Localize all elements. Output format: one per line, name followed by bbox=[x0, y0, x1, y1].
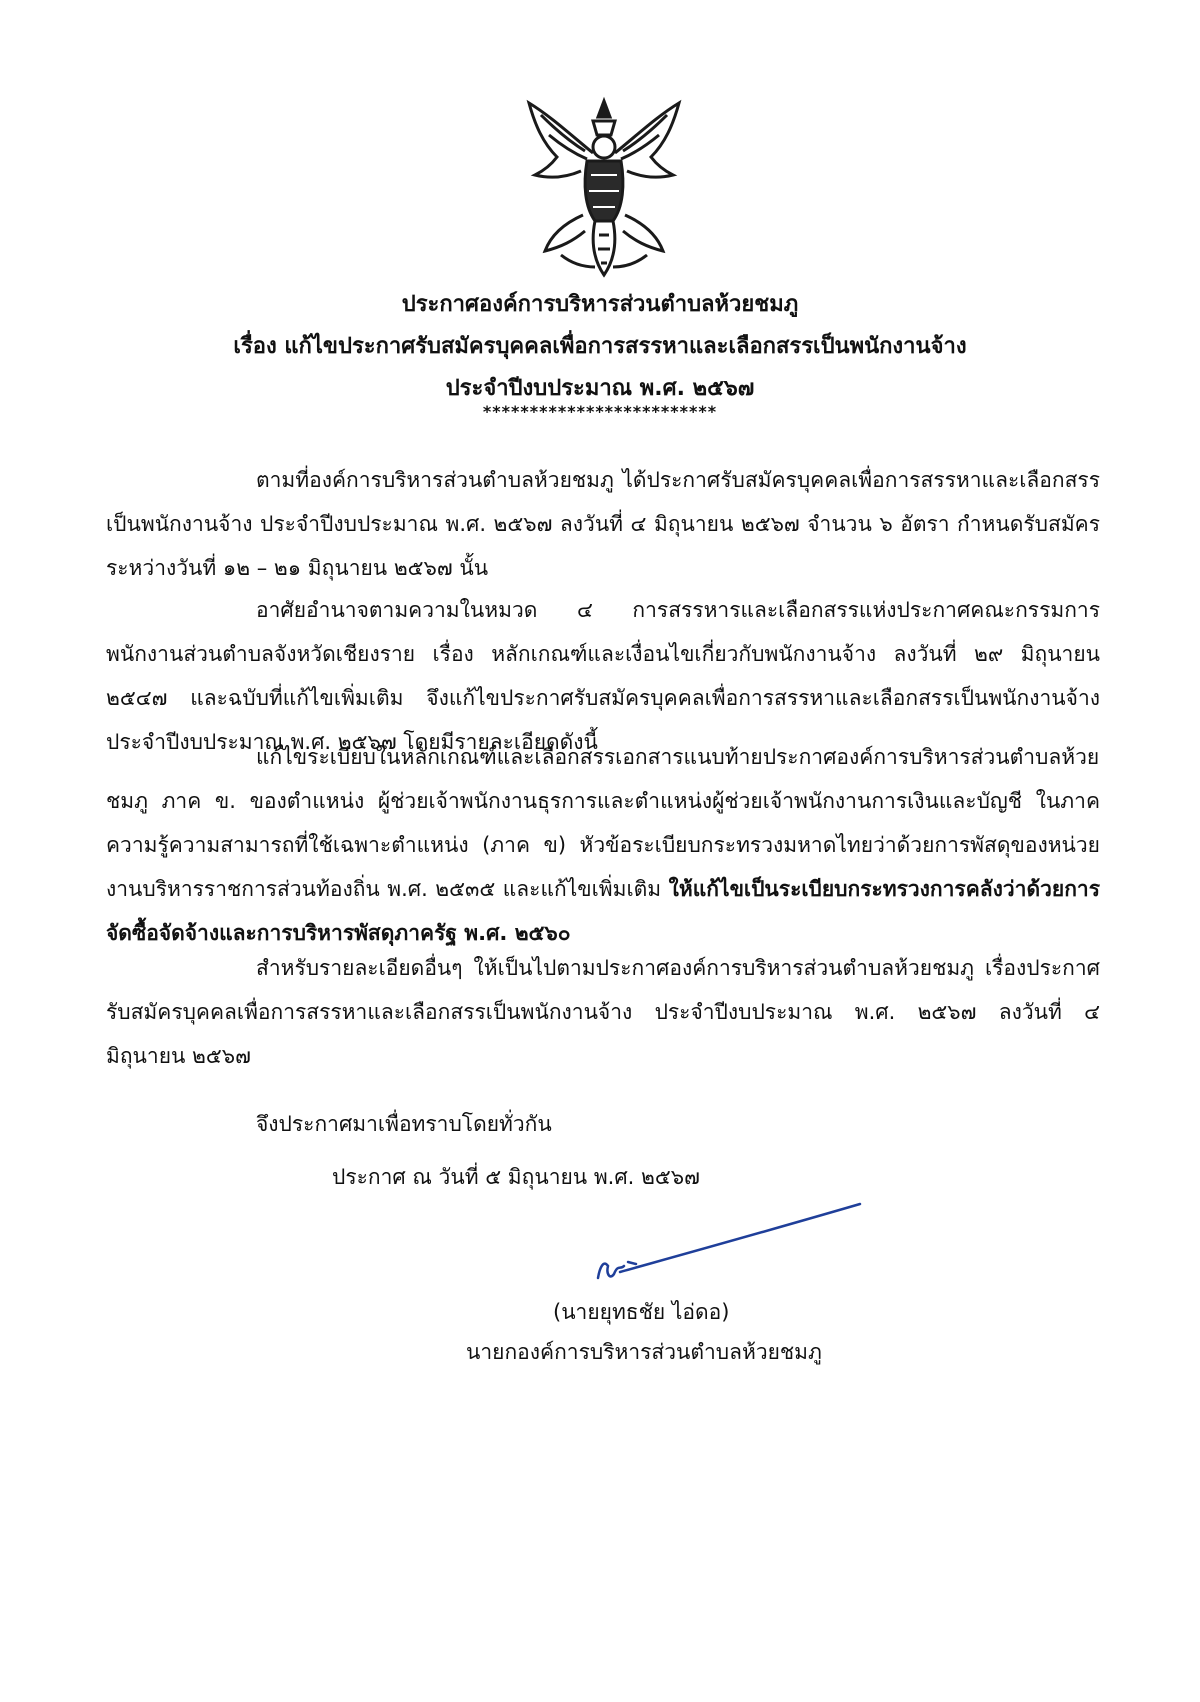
paragraph-background bbox=[106, 458, 1100, 590]
paragraph-other-details-text: สำหรับรายละเอียดอื่นๆ ให้เป็นไปตามประกาศองค์การบริหารส่วนตำบลห้วยชมภู เรื่องประกาศรับสมัครบุคคลเพื่อการสรรหาและเลือกสรรเป็นพนักงานจ้าง ประจำปีงบประมาณ พ.ศ. ๒๕๖๗ ลงวันที่ ๔ มิถุนายน ๒๕๖๗ bbox=[106, 956, 1100, 1068]
paragraph-background-text: ตามที่องค์การบริหารส่วนตำบลห้วยชมภู ได้ประกาศรับสมัครบุคคลเพื่อการสรรหาและเลือกสรรเป็นพนักงานจ้าง ประจำปีงบประมาณ พ.ศ. ๒๕๖๗ ลงวันที่ ๔ มิถุนายน ๒๕๖๗ จำนวน ๖ อัตรา กำหนดรับสมัครระหว่างวันที่ ๑๒ – ๒๑ มิถุนายน ๒๕๖๗ นั้น bbox=[106, 468, 1100, 580]
closing-statement: จึงประกาศมาเพื่อทราบโดยทั่วกัน bbox=[256, 1112, 552, 1136]
signatory-name: (นายยุทธชัย ไอ่ดอ) bbox=[553, 1300, 730, 1324]
stars-divider: ************************* bbox=[482, 402, 718, 421]
paragraph-amendment bbox=[106, 735, 1100, 955]
announcement-date: ประกาศ ณ วันที่ ๕ มิถุนายน พ.ศ. ๒๕๖๗ bbox=[332, 1165, 700, 1189]
paragraph-other-details bbox=[106, 946, 1100, 1078]
garuda-emblem-icon bbox=[521, 95, 687, 281]
signatory-position: นายกองค์การบริหารส่วนตำบลห้วยชมภู bbox=[466, 1340, 822, 1364]
paragraph-amendment-text: แก้ไขระเบียบในหลักเกณฑ์และเลือกสรรเอกสารแนบท้ายประกาศองค์การบริหารส่วนตำบลห้วยชมภู ภาค ข. ของตำแหน่ง ผู้ช่วยเจ้าพนักงานธุรการและตำแหน่งผู้ช่วยเจ้าพนักงานการเงินและบัญชี ในภาคความรู้ความสามารถที่ใช้เฉพาะตำแหน่ง (ภาค ข) หัวข้อระเบียบกระทรวงมหาดไทยว่าด้วยการพัสดุของหน่วยงานบริหารราชการส่วนท้องถิ่น พ.ศ. ๒๕๓๕ และแก้ไขเพิ่มเติม bbox=[106, 745, 1100, 901]
announcement-subject: เรื่อง แก้ไขประกาศรับสมัครบุคคลเพื่อการสรรหาและเลือกสรรเป็นพนักงานจ้าง bbox=[233, 334, 967, 359]
paragraph-amendment-bold: ให้แก้ไขเป็นระเบียบกระทรวงการคลังว่าด้วยการจัดซื้อจัดจ้างและการบริหารพัสดุภาครัฐ พ.ศ. ๒๕๖๐ bbox=[106, 877, 1100, 945]
paragraph-authority-text: อาศัยอำนาจตามความในหมวด ๔ การสรรหารและเลือกสรรแห่งประกาศคณะกรรมการพนักงานส่วนตำบลจังหวัดเชียงราย เรื่อง หลักเกณฑ์และเงื่อนไขเกี่ยวกับพนักงานจ้าง ลงวันที่ ๒๙ มิถุนายน ๒๕๔๗ และฉบับที่แก้ไขเพิ่มเติม จึงแก้ไขประกาศรับสมัครบุคคลเพื่อการสรรหาและเลือกสรรเป็นพนักงานจ้าง ประจำปีงบประมาณ พ.ศ. ๒๕๖๗ โดยมีรายละเอียดดังนี้ bbox=[106, 598, 1100, 754]
announcement-authority: ประกาศองค์การบริหารส่วนตำบลห้วยชมภู bbox=[401, 292, 799, 317]
announcement-fiscal-year: ประจำปีงบประมาณ พ.ศ. ๒๕๖๗ bbox=[445, 376, 755, 401]
handwritten-signature bbox=[590, 1200, 870, 1290]
